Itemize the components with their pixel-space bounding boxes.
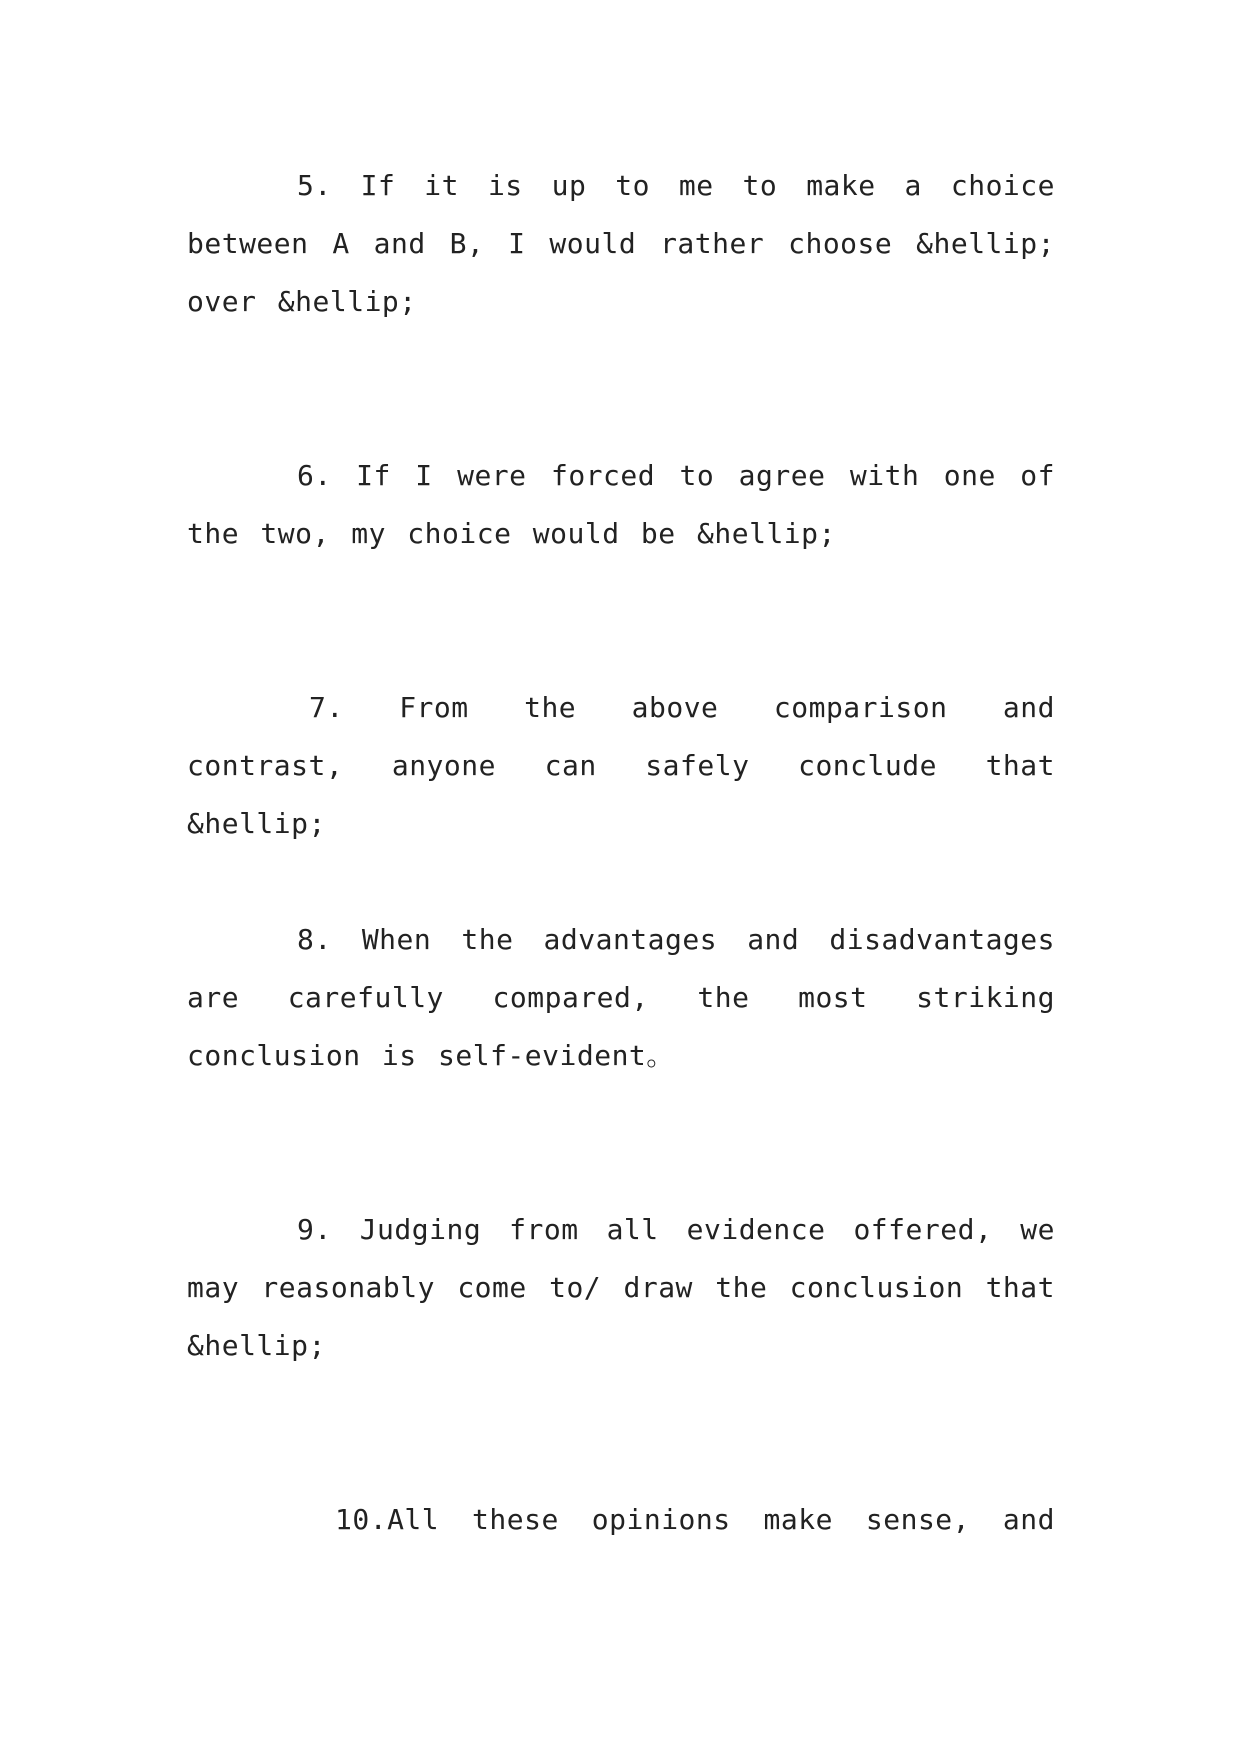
paragraph-9	[187, 1201, 1055, 1375]
paragraph-text: From the above comparison and contrast, anyone can safely conclude that &hellip;	[187, 691, 1055, 840]
paragraph-8	[187, 911, 1055, 1085]
paragraph-number: 7.	[309, 691, 344, 724]
paragraph-number: 5.	[297, 169, 332, 202]
paragraph-number: 6.	[297, 459, 332, 492]
paragraph-text: If it is up to me to make a choice between A and B, I would rather choose &hellip; over &hellip;	[187, 169, 1055, 318]
paragraph-number: 10.	[335, 1503, 388, 1536]
paragraph-6	[187, 447, 1055, 563]
paragraph-10	[187, 1491, 1055, 1549]
paragraph-text: If I were forced to agree with one of the two, my choice would be &hellip;	[187, 459, 1055, 550]
paragraph-5	[187, 157, 1055, 331]
paragraph-number: 9.	[297, 1213, 332, 1246]
paragraph-text: All these opinions make sense, and	[387, 1503, 1055, 1536]
paragraph-7	[187, 679, 1055, 853]
paragraph-number: 8.	[297, 923, 332, 956]
paragraph-text: When the advantages and disadvantages are carefully compared, the most striking conclusion is self-evident。	[187, 923, 1056, 1072]
paragraph-text: Judging from all evidence offered, we may reasonably come to/ draw the conclusion that &hellip;	[187, 1213, 1056, 1362]
